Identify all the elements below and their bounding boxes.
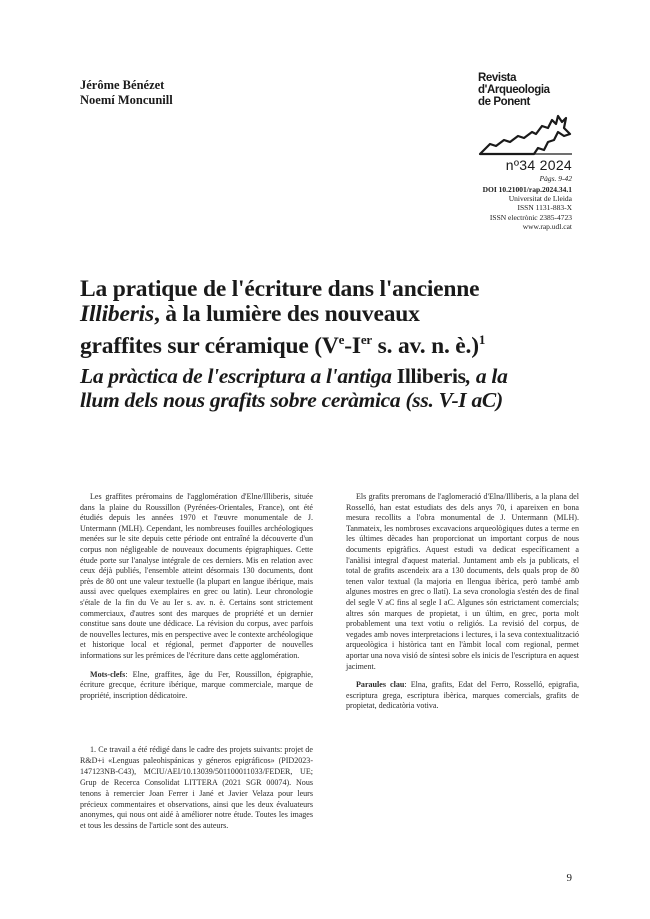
keywords: Mots-clefs: Elne, graffites, âge du Fer, Roussillon, épigraphie, écriture grecque, écriture ibérique, marque commerciale, marque de propriété, inscription dédicatoire. xyxy=(80,669,313,700)
article-subtitle: La pràctica de l'escriptura a l'antiga Illiberis, a la llum dels nous grafits sobre ceràmica (ss. V-I aC) xyxy=(80,364,508,412)
author-name: Jérôme Bénézet xyxy=(80,78,165,92)
author-name: Noemí Moncunill xyxy=(80,93,173,107)
issue-info xyxy=(506,157,572,183)
issue-year: 2024 xyxy=(539,157,572,173)
footnote-ref[interactable]: 1 xyxy=(478,332,486,347)
subtitle-illiberis: Illiberis xyxy=(396,364,466,388)
author-list xyxy=(80,78,173,108)
horse-emblem-icon xyxy=(478,112,574,156)
journal-name: Revista d'Arqueologia de Ponent xyxy=(478,72,550,108)
journal-logo xyxy=(478,72,574,156)
abstract-body: Els grafits preromans de l'aglomeració d'Elna/Illiberis, a la plana del Rosselló, han estat estudiats des dels anys 70, i apareixen en bona mesura recollits a l'obra monumental de J. Untermann (MLH). Tanmateix, les nombroses excavacions arqueològiques dutes a terme en les últimes dècades han proporcionat un important corpus de nous documents epigràfics. Aquest estudi va dedicat específicament a l'anàlisi integral d'aquest material. Juntament amb els ja publicats, el total de grafits ascendeix ara a 130 documents, dels quals prop de 80 tenen valor textual (la majoria en llengua ibèrica, però també amb algunes mostres en grec o llatí). La seva cronologia s'estén des de final del segle V aC fins al segle I aC. Algunes són estrictament comercials; altres són marques de propietat, i un últim, en grec, porta molt probablement una text votiu o religiós. La revisió del corpus, de vegades amb noves interpretacions i lectures, i la seva contextualització arqueològica i històrica tant en l'àmbit local com regional, permet aportar una nova visió de síntesi sobre els inicis de l'escriptura en aquest jaciment. xyxy=(346,492,579,671)
page-number: 9 xyxy=(566,872,572,884)
keywords: Paraules clau: Elna, grafits, Edat del Ferro, Rosselló, epigrafia, escriptura grega, escriptura ibèrica, marques comercials, grafits de propietat, dedicatòria votiva. xyxy=(346,680,579,711)
issue-number: nº34 xyxy=(505,157,536,173)
page-range: Pàgs. 9-42 xyxy=(539,174,572,183)
footnote: 1. Ce travail a été rédigé dans le cadre des projets suivants: projet de R&D+i «Lenguas paleohispánicas y géneros epigráficos» (PID2023-147123NB-C43), MCIU/AEI/10.13039/501100011033/FEDER, UE; Grup de Recerca Consolidat LITTERA (2021 SGR 00074). Nous tenons à remercier Joan Ferrer i Jané et Javier Velaza pour leurs précieux commentaires et observations, ainsi que les deux évaluateurs anonymes, qui nous ont aidé à améliorer notre étude. Toutes les images et tous les dessins de l'article sont des auteurs. xyxy=(80,745,313,831)
doi[interactable]: DOI 10.21001/rap.2024.34.1 xyxy=(482,185,572,194)
abstract-catalan xyxy=(346,492,579,712)
abstract-french xyxy=(80,492,313,701)
publication-meta xyxy=(483,185,572,231)
issn-electronic: ISSN electrònic 2385-4723 xyxy=(489,212,572,222)
university: Universitat de Lleida xyxy=(508,194,572,204)
website-link[interactable]: www.rap.udl.cat xyxy=(522,221,572,231)
article-title: La pratique de l'écriture dans l'ancienne Illiberis, à la lumière des nouveaux graffites sur céramique (Ve-Ier s. av. n. è.)$^1$ xyxy=(80,276,486,359)
issn: ISSN 1131-883-X xyxy=(517,203,572,213)
abstract-body: Les graffites préromains de l'agglomération d'Elne/Illiberis, située dans la plaine du Roussillon (Pyrénées-Orientales, France), ont été étudiés depuis les années 1970 et l'œuvre monumentale de J. Untermann (MLH). Cependant, les nombreuses fouilles archéologiques menées sur le site depuis cette période ont entraîné la découverte d'un corpus non négligeable de nouveaux documents épigraphiques. Cette étude porte sur l'analyse intégrale de ces derniers. Mis en relation avec ceux déjà publiés, l'ensemble atteint désormais 130 documents, dont près de 80 ont une valeur textuelle (la plupart en langue ibérique, mais aussi avec quelques exemplaires en grec ou latin). Leur chronologie s'étale de la fin du Ve au Ier s. av. n. è. Certains sont strictement commerciaux, d'autres sont des marques de propriété et un dernier constitue sans doute une dédicace. La révision du corpus, avec parfois de nouvelles lectures, mis en perspective avec le contexte archéologique et historique local et régional, permet d'apporter de nouvelles informations sur les prémices de l'écriture dans cette agglomération. xyxy=(80,492,313,660)
title-illiberis: Illiberis xyxy=(80,301,154,327)
